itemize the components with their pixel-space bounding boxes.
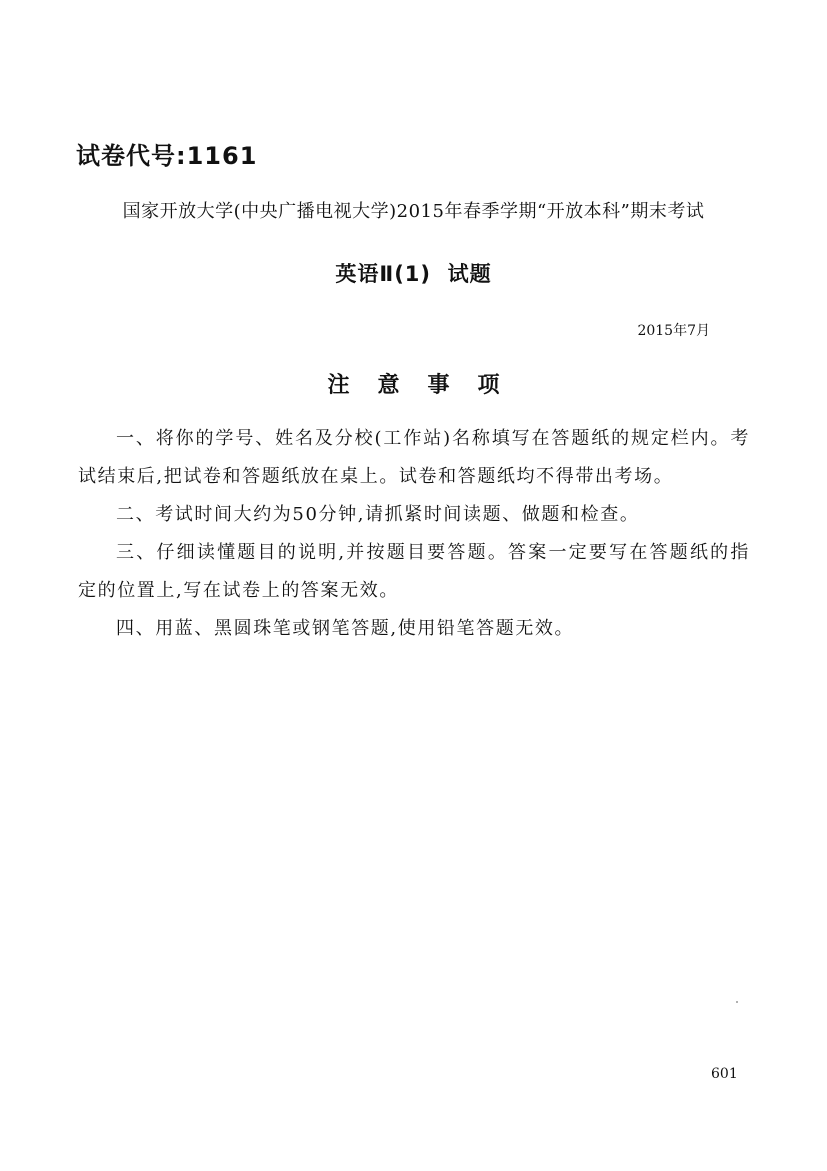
exam-date: 2015年7月 — [637, 323, 710, 339]
instructions-list — [78, 420, 750, 648]
notice-title: 注意事项 — [327, 373, 528, 398]
exam-title: 英语Ⅱ(1) 试题 — [335, 262, 492, 286]
instruction-item: 三、仔细读懂题目的说明,并按题目要答题。答案一定要写在答题纸的指定的位置上,写在试卷上的答案无效。 — [78, 542, 750, 601]
instruction-item: 四、用蓝、黑圆珠笔或钢笔答题,使用铅笔答题无效。 — [116, 618, 575, 639]
paper-code: 试卷代号:1161 — [76, 142, 258, 170]
scan-speck — [736, 1001, 738, 1003]
institution-heading: 国家开放大学(中央广播电视大学)2015年春季学期“开放本科”期末考试 — [122, 201, 705, 222]
page-number: 601 — [711, 1066, 738, 1082]
instruction-item: 二、考试时间大约为50分钟,请抓紧时间读题、做题和检查。 — [116, 504, 640, 525]
instruction-item: 一、将你的学号、姓名及分校(工作站)名称填写在答题纸的规定栏内。考试结束后,把试卷和答题纸放在桌上。试卷和答题纸均不得带出考场。 — [78, 428, 750, 487]
